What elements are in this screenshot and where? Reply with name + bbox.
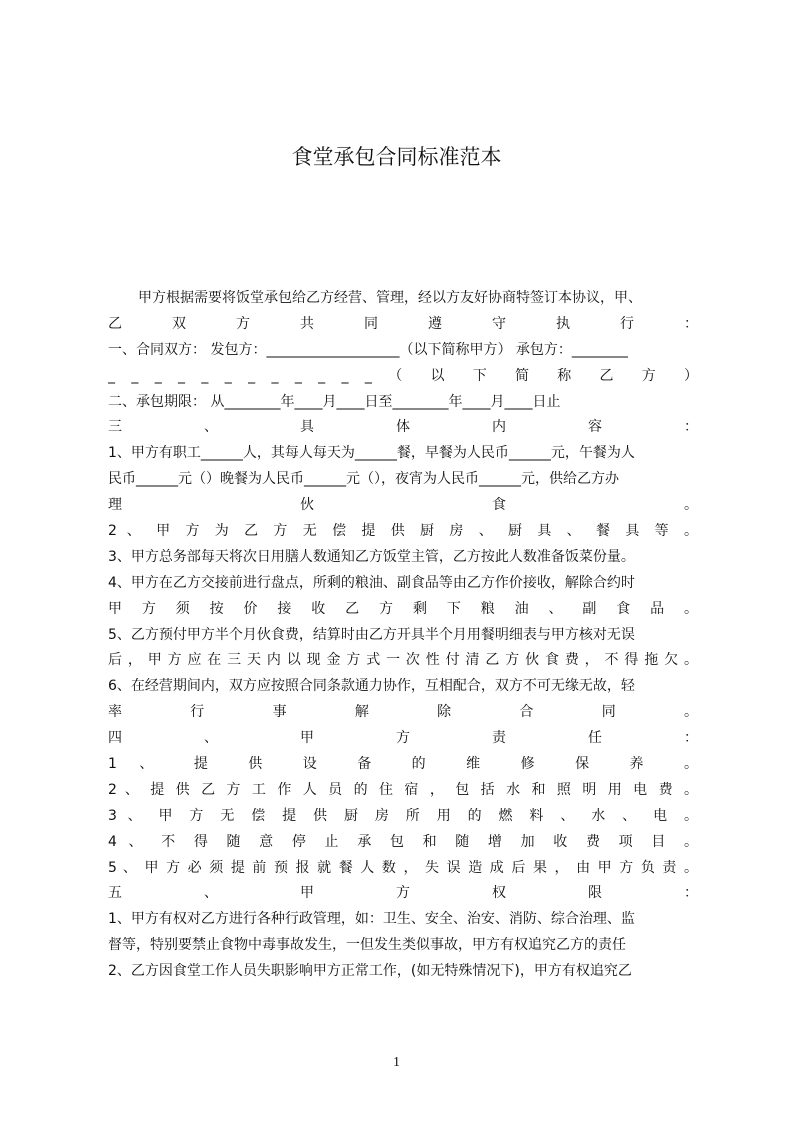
body-line: 乙 双 方 共 同 遵 守 执 行 ：	[108, 315, 698, 332]
body-line: 1、甲方有职工______人，其每人每天为______餐，早餐为人民币______元，午餐为人	[108, 445, 635, 462]
body-line: 后 ， 甲 方 应 在 三 天 内 以 现 金 方 式 一 次 性 付 清 乙 方 伙 食 费 ， 不 得 拖 欠 。	[108, 652, 698, 669]
body-line: _ _ _ _ _ _ _ _ _ _ _ _ （ 以 下 简 称 乙 方 ）	[108, 367, 698, 384]
body-line: 4、甲方在乙方交接前进行盘点，所剩的粮油、副食品等由乙方作价接收，解除合约时	[108, 574, 635, 591]
body-line: 1 、 提 供 设 备 的 维 修 保 养 。	[108, 756, 698, 773]
body-line: 理 伙 食 。	[108, 497, 698, 514]
body-line: 四 、 甲 方 责 任 ：	[108, 730, 698, 747]
body-line: 3 、 甲 方 无 偿 提 供 厨 房 所 用 的 燃 料 、 水 、 电 。	[108, 807, 698, 824]
body-line: 5 、 甲 方 必 须 提 前 预 报 就 餐 人 数 ， 失 误 造 成 后 果 ， 由 甲 方 负 责 。	[108, 859, 698, 876]
body-line: 2 、 甲 方 为 乙 方 无 偿 提 供 厨 房 、 厨 具 、 餐 具 等 。	[108, 523, 698, 540]
body-line: 1、甲方有权对乙方进行各种行政管理，如：卫生、安全、治安、消防、综合治理、监	[108, 911, 635, 928]
body-line: 2、乙方因食堂工作人员失职影响甲方正常工作，(如无特殊情况下)，甲方有权追究乙	[108, 963, 632, 980]
body-line: 督等，特别要禁止食物中毒事故发生，一但发生类似事故，甲方有权追究乙方的责任	[108, 937, 626, 954]
body-line: 三 、 具 体 内 容 ：	[108, 419, 698, 436]
body-line: 率 行 事 解 除 合 同 。	[108, 704, 698, 721]
body-line: 4 、 不 得 随 意 停 止 承 包 和 随 增 加 收 费 项 目 。	[108, 833, 698, 850]
body-line: 二、承包期限： 从________年____月____日至________年____月____日止	[108, 393, 561, 410]
body-line: 2 、 提 供 乙 方 工 作 人 员 的 住 宿 ， 包 括 水 和 照 明 用 电 费 。	[108, 781, 698, 798]
body-line: 一、合同双方： 发包方：___________________（以下简称甲方） 承包方：________	[108, 341, 628, 358]
body-line: 甲 方 须 按 价 接 收 乙 方 剩 下 粮 油 、 副 食 品 。	[108, 600, 698, 617]
body-line: 五 、 甲 方 权 限 ：	[108, 885, 698, 902]
body-line: 3、甲方总务部每天将次日用膳人数通知乙方饭堂主管，乙方按此人数准备饭菜份量。	[108, 548, 635, 565]
body-line: 6、在经营期间内，双方应按照合同条款通力协作，互相配合，双方不可无缘无故，轻	[108, 678, 635, 695]
document-body	[108, 286, 698, 985]
body-line: 甲方根据需要将饭堂承包给乙方经营、管理，经以方友好协商特签订本协议，甲、	[138, 290, 642, 306]
body-line: 5、乙方预付甲方半个月伙食费，结算时由乙方开具半个月用餐明细表与甲方核对无误	[108, 626, 635, 643]
body-line: 民币______元（）晚餐为人民币______元（），夜宵为人民币______元，供给乙方办	[108, 471, 619, 488]
page-number: 1	[393, 1055, 400, 1070]
document-title: 食堂承包合同标准范本	[291, 145, 502, 169]
